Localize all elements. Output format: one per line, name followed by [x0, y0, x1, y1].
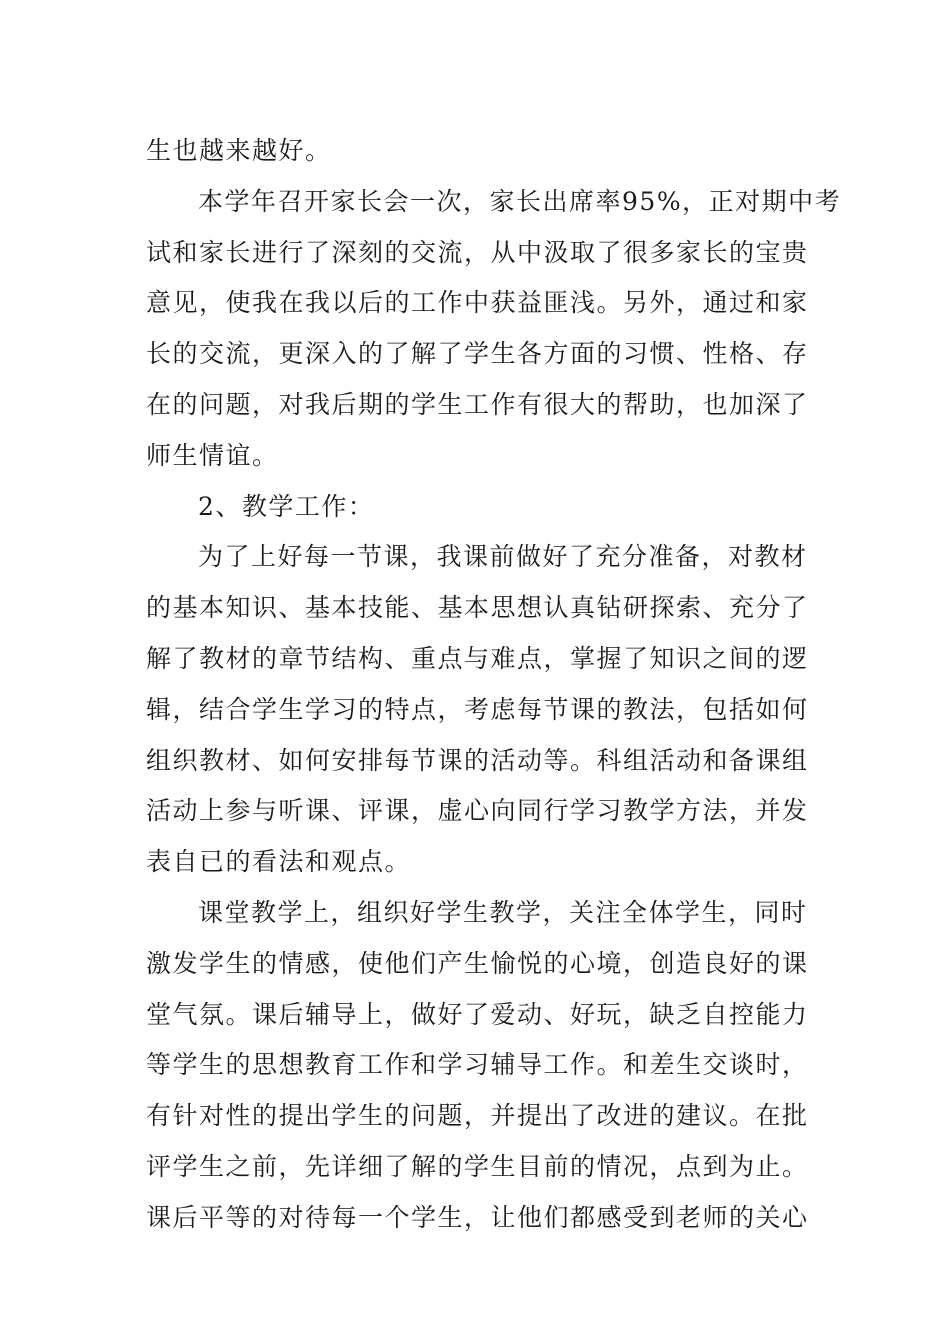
text-line: 生也越来越好。	[146, 136, 332, 165]
body-text	[146, 126, 842, 1244]
text-line: 在的问题，对我后期的学生工作有很大的帮助，也加深了	[146, 389, 809, 419]
text-line: 课后平等的对待每一个学生，让他们都感受到老师的关心	[146, 1202, 809, 1232]
text-line: 等学生的思想教育工作和学习辅导工作。和差生交谈时，	[146, 1050, 809, 1080]
text-line: 长的交流，更深入的了解了学生各方面的习惯、性格、存	[146, 339, 809, 369]
text-line: 的基本知识、基本技能、基本思想认真钻研探索、充分了	[146, 593, 809, 623]
text-line: 表自已的看法和观点。	[146, 847, 412, 877]
text-line: 为了上好每一节课，我课前做好了充分准备，对教材	[198, 542, 808, 572]
text-line: 激发学生的情感，使他们产生愉悦的心境，创造良好的课	[146, 948, 809, 978]
text-line: 2、教学工作：	[198, 491, 375, 521]
text-line: 本学年召开家长会一次，家长出席率95%，正对期中考	[198, 186, 842, 216]
text-line: 评学生之前，先详细了解的学生目前的情况，点到为止。	[146, 1151, 809, 1181]
text-line: 解了教材的章节结构、重点与难点，掌握了知识之间的逻	[146, 643, 809, 673]
text-line: 组织教材、如何安排每节课的活动等。科组活动和备课组	[146, 745, 809, 775]
text-line: 堂气氛。课后辅导上，做好了爱动、好玩，缺乏自控能力	[146, 999, 809, 1029]
text-line: 师生情谊。	[146, 440, 279, 470]
text-line: 意见，使我在我以后的工作中获益匪浅。另外，通过和家	[146, 288, 809, 318]
text-line: 辑，结合学生学习的特点，考虑每节课的教法，包括如何	[146, 694, 809, 724]
text-line: 活动上参与听课、评课，虚心向同行学习教学方法，并发	[146, 796, 809, 826]
text-line: 试和家长进行了深刻的交流，从中汲取了很多家长的宝贵	[146, 237, 809, 267]
text-line: 课堂教学上，组织好学生教学，关注全体学生，同时	[198, 897, 808, 927]
text-line: 有针对性的提出学生的问题，并提出了改进的建议。在批	[146, 1101, 809, 1131]
